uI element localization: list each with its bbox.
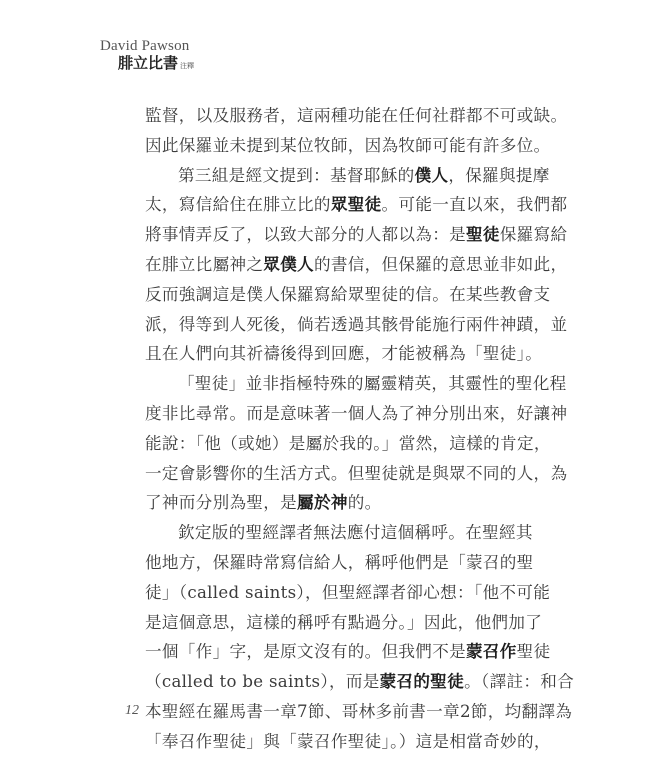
- text-segment: 他地方，保羅時常寫信給人，稱呼他們是「蒙召的聖: [145, 552, 534, 572]
- text-segment: 的書信，但保羅的意思並非如此，: [313, 254, 568, 274]
- text-segment: 保羅寫給: [499, 225, 568, 245]
- emphasis-text: 屬於神: [297, 492, 348, 513]
- text-segment: 且在人們向其祈禱後得到回應，才能被稱為「聖徒」。: [145, 344, 543, 364]
- text-segment: 的。: [347, 493, 382, 513]
- emphasis-text: 僕人: [414, 164, 449, 185]
- text-line: [145, 429, 551, 459]
- body-text: [145, 101, 575, 757]
- text-line: [145, 637, 551, 667]
- text-segment: 因此保羅並未提到某位牧師，因為牧師可能有許多位。: [145, 135, 551, 155]
- text-segment: 能說：「他（或她）是屬於我的。」當然，這樣的肯定，: [145, 433, 551, 453]
- text-line: [145, 101, 568, 131]
- text-line: [145, 310, 568, 340]
- text-line: [145, 369, 567, 399]
- text-segment: 徒」（called saints），但聖經譯者卻心想：「他不可能: [145, 582, 551, 602]
- text-segment: 太，寫信給住在腓立比的: [145, 195, 331, 215]
- text-line: [145, 220, 568, 250]
- text-line: [145, 459, 568, 489]
- book-subtitle: 注釋: [180, 62, 195, 70]
- book-title-text: 腓立比書: [118, 54, 179, 72]
- text-segment: 是這個意思，這樣的稱呼有點過分。」因此，他們加了: [145, 612, 543, 632]
- text-segment: 度非比尋常。而是意味著一個人為了神分別出來，好讓神: [145, 403, 568, 423]
- text-line: [145, 608, 543, 638]
- emphasis-text: 蒙召的聖徒: [379, 671, 465, 692]
- text-line: [145, 280, 551, 310]
- text-line: [145, 548, 534, 578]
- text-segment: 欽定版的聖經譯者無法應付這個稱呼。在聖經其: [178, 523, 533, 543]
- text-line: [145, 190, 568, 220]
- text-segment: 一定會影響你的生活方式。但聖徒就是與眾不同的人，為: [145, 463, 568, 483]
- text-segment: 一個「作」字，是原文沒有的。但我們不是: [145, 642, 466, 662]
- text-segment: ，保羅與提摩: [448, 165, 550, 185]
- text-line: [145, 578, 551, 608]
- emphasis-text: 蒙召作: [465, 641, 517, 662]
- page-number: 12: [125, 703, 139, 718]
- text-segment: 反而強調這是僕人保羅寫給眾聖徒的信。在某些教會支: [145, 284, 551, 304]
- text-line: [145, 697, 573, 727]
- running-head: [100, 38, 194, 75]
- text-segment: 第三組是經文提到：基督耶穌的: [178, 165, 415, 185]
- text-line: [145, 161, 550, 191]
- emphasis-text: 眾僕人: [263, 253, 314, 274]
- text-segment: 派，得等到人死後，倘若透過其骸骨能施行兩件神蹟，並: [145, 314, 568, 334]
- book-title: [118, 54, 194, 75]
- text-segment: 了神而分別為聖，是: [145, 493, 298, 513]
- text-segment: 監督，以及服務者，這兩種功能在任何社群都不可或缺。: [145, 106, 568, 125]
- text-line: [145, 488, 510, 518]
- text-segment: 聖徒: [516, 642, 551, 662]
- text-segment: 本聖經在羅馬書一章7節、哥林多前書一章2節，均翻譯為: [145, 701, 573, 721]
- text-line: [145, 399, 568, 429]
- text-line: [145, 667, 575, 697]
- text-line: [145, 131, 551, 161]
- text-line: [145, 339, 543, 369]
- text-segment: 。可能一直以來，我們都: [381, 195, 568, 215]
- text-line: [145, 727, 551, 757]
- text-segment: （called to be saints），而是: [145, 672, 380, 692]
- text-segment: 將事情弄反了，以致大部分的人都以為：是: [145, 225, 466, 245]
- text-segment: 「聖徒」並非指極特殊的屬靈精英，其靈性的聖化程: [178, 374, 567, 394]
- author-name: David Pawson: [100, 38, 190, 54]
- text-segment: 。（譯註：和合: [464, 672, 575, 692]
- text-segment: 在腓立比屬神之: [145, 254, 264, 274]
- emphasis-text: 聖徒: [465, 224, 500, 245]
- text-segment: 「奉召作聖徒」與「蒙召作聖徒」。）這是相當奇妙的，: [145, 731, 551, 751]
- emphasis-text: 眾聖徒: [330, 194, 382, 215]
- text-line: [145, 518, 533, 548]
- text-line: [145, 250, 568, 280]
